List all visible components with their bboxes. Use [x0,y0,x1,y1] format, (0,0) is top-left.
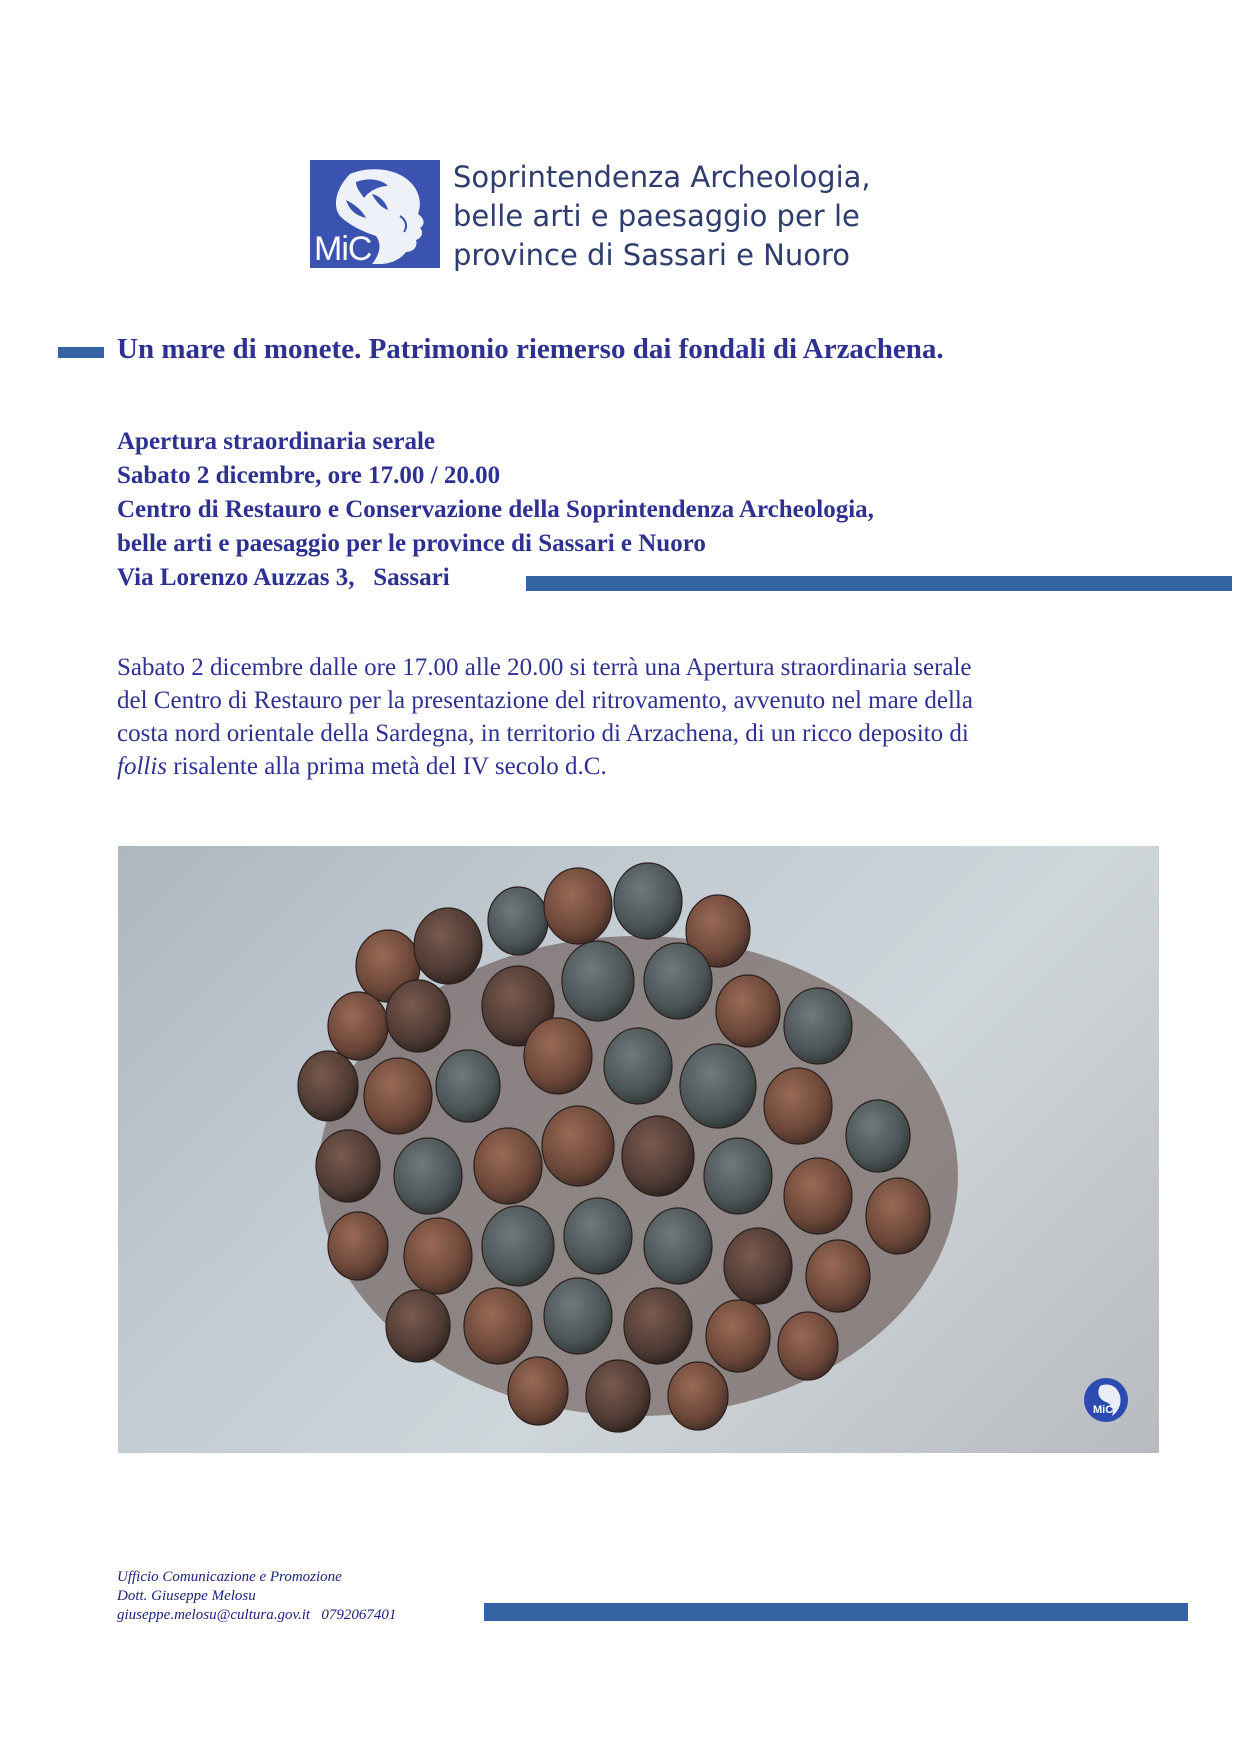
contact-email-phone: giuseppe.melosu@cultura.gov.it 0792067401 [117,1607,397,1623]
body-line: Sabato 2 dicembre dalle ore 17.00 alle 20.00 si terrà una Apertura straordinaria serale [117,654,972,681]
contact-office: Ufficio Comunicazione e Promozione [117,1569,342,1585]
title-accent-bar [58,347,104,358]
mic-logo [310,160,440,268]
event-address: Via Lorenzo Auzzas 3, Sassari [117,564,450,591]
mic-watermark [1084,1378,1128,1422]
press-contact [117,1568,396,1625]
coin-pile-illustration [118,846,1159,1453]
page-title: Un mare di monete. Patrimonio riemerso dai fondali di Arzachena. [117,333,944,365]
institution-name [453,158,913,275]
footer-accent-bar [484,1603,1188,1621]
follis-term: follis [117,753,168,780]
event-date: Sabato 2 dicembre, ore 17.00 / 20.00 [117,462,501,489]
logo-mark: MiC [314,230,372,268]
event-info [117,425,874,595]
institution-line: belle arti e paesaggio per le [453,199,860,233]
watermark-label: MiC [1093,1404,1114,1416]
body-line: del Centro di Restauro per la presentazione del ritrovamento, avvenuto nel mare della [117,687,973,714]
address-accent-bar [526,576,1232,591]
body-line [117,750,1122,783]
body-line: costa nord orientale della Sardegna, in territorio di Arzachena, di un ricco deposito di [117,720,969,747]
institution-line: province di Sassari e Nuoro [453,238,850,272]
contact-name: Dott. Giuseppe Melosu [117,1588,256,1604]
body-line-rest: risalente alla prima metà del IV secolo d.C. [167,753,607,780]
coins-photo [118,846,1159,1453]
institution-line: Soprintendenza Archeologia, [453,160,871,194]
event-type: Apertura straordinaria serale [117,428,435,455]
event-venue-cont: belle arti e paesaggio per le province di Sassari e Nuoro [117,530,706,557]
event-venue: Centro di Restauro e Conservazione della Soprintendenza Archeologia, [117,496,874,523]
body-paragraph [117,651,1122,783]
